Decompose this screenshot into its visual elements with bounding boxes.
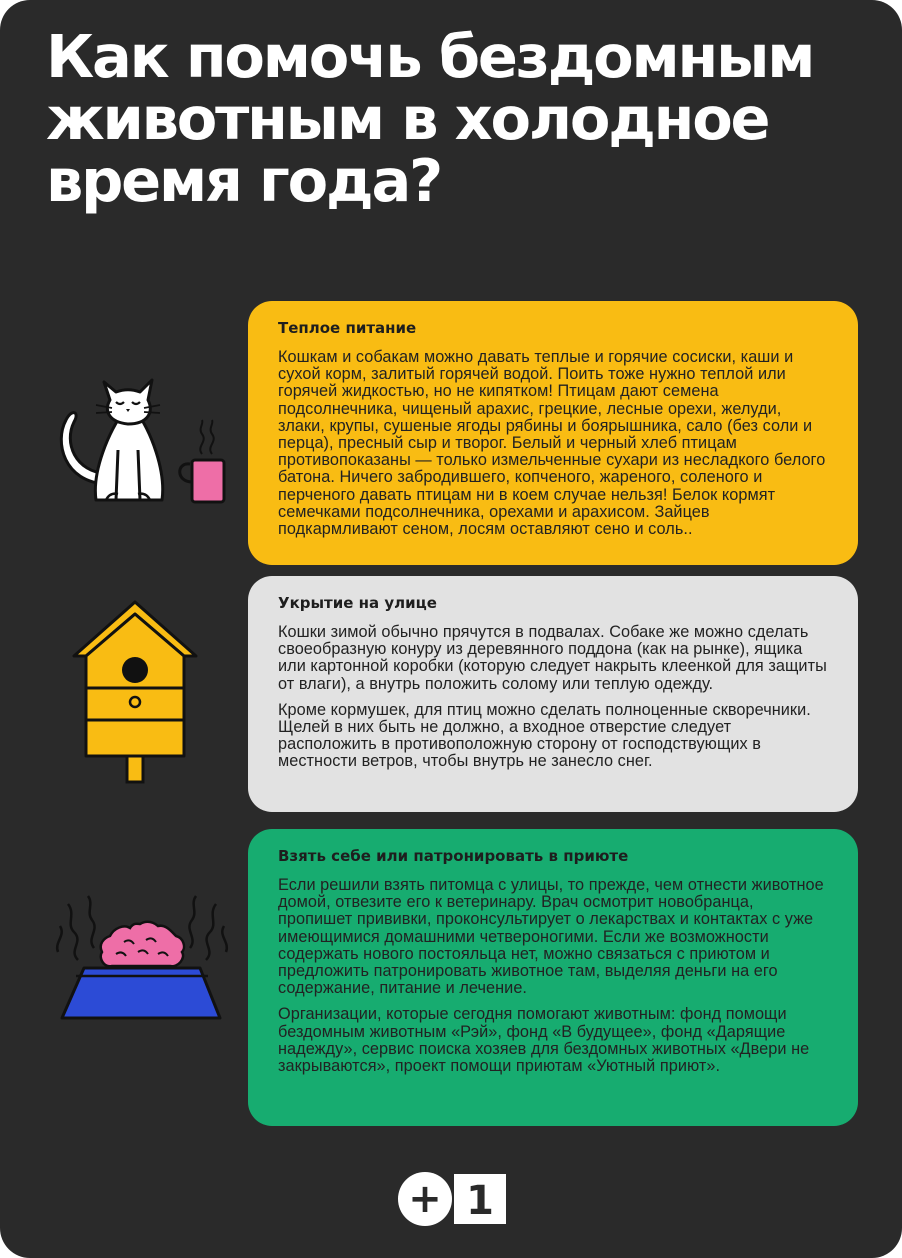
mug-icon [180, 420, 224, 502]
logo-plus-one-icon [398, 1172, 508, 1226]
birdhouse-icon [72, 598, 198, 784]
logo-one: 1 [466, 1178, 494, 1224]
page-title: Как помочь бездомным животным в холодное время года? [46, 22, 814, 215]
food-bowl-icon [54, 892, 230, 1022]
outdoor-shelter-card [248, 576, 858, 812]
card-heading: Теплое питание [278, 319, 417, 337]
card-paragraph: Кошки зимой обычно прячутся в подвалах. Собаке же можно сделать своеобразную конуру из деревянного поддона (как на рынке), ящика или картонной коробки (которую следует накрыть клеенкой для защиты от влаги), а внутрь положить солому или теплую одежду. [278, 623, 827, 693]
warm-food-card [248, 301, 858, 565]
card-paragraph: Кроме кормушек, для птиц можно сделать полноценные скворечники. Щелей в них быть не должно, а входное отверстие следует расположить в противоположную сторону от господствующих в местности ветров, чтобы внутрь не занесло снег. [278, 700, 811, 771]
card-heading: Взять себе или патронировать в приюте [278, 847, 629, 865]
logo-plus: + [408, 1176, 442, 1222]
card-paragraph: Кошкам и собакам можно давать теплые и горячие сосиски, каши и сухой корм, залитый горячей водой. Поить тоже нужно теплой или горячей жидкостью, но не кипятком! Птицам дают семена подсолнечника, чищеный арахис, грецкие, лесные орехи, желуди, злаки, крупы, сушеные ягоды рябины и боярышника, сало (без соли и перца), пресный сыр и творог. Белый и черный хлеб птицам противопоказаны — только измельченные сухари из несладкого белого батона. Ничего забродившего, копченого, жареного, соленого и перченого давать птицам ни в коем случае нельзя! Белок кормят семечками подсолнечника, орехами и арахисом. Зайцев подкармливают сеном, лосям оставляют сено и соль.. [278, 348, 826, 539]
adopt-or-sponsor-card [248, 829, 858, 1126]
card-paragraph: Если решили взять питомца с улицы, то прежде, чем отнести животное домой, отвезите его к ветеринару. Врач осмотрит новобранца, пропишет прививки, проконсультирует о лекарствах и контактах с уже имеющимися домашними четвероногими. Если же возможности содержать нового постояльца нет, можно связаться с приютом и предложить патронировать животное там, выделяя деньги на его содержание, питание и лечение. [278, 876, 824, 998]
card-paragraph: Организации, которые сегодня помогают животным: фонд помощи бездомным животным «Рэй», фонд «В будущее», фонд «Дарящие надежду», сервис поиска хозяев для бездомных животных «Двери не закрываются», проект помощи приютам «Уютный приют». [278, 1005, 810, 1076]
cat-icon [52, 372, 236, 508]
card-heading: Укрытие на улице [278, 594, 437, 612]
